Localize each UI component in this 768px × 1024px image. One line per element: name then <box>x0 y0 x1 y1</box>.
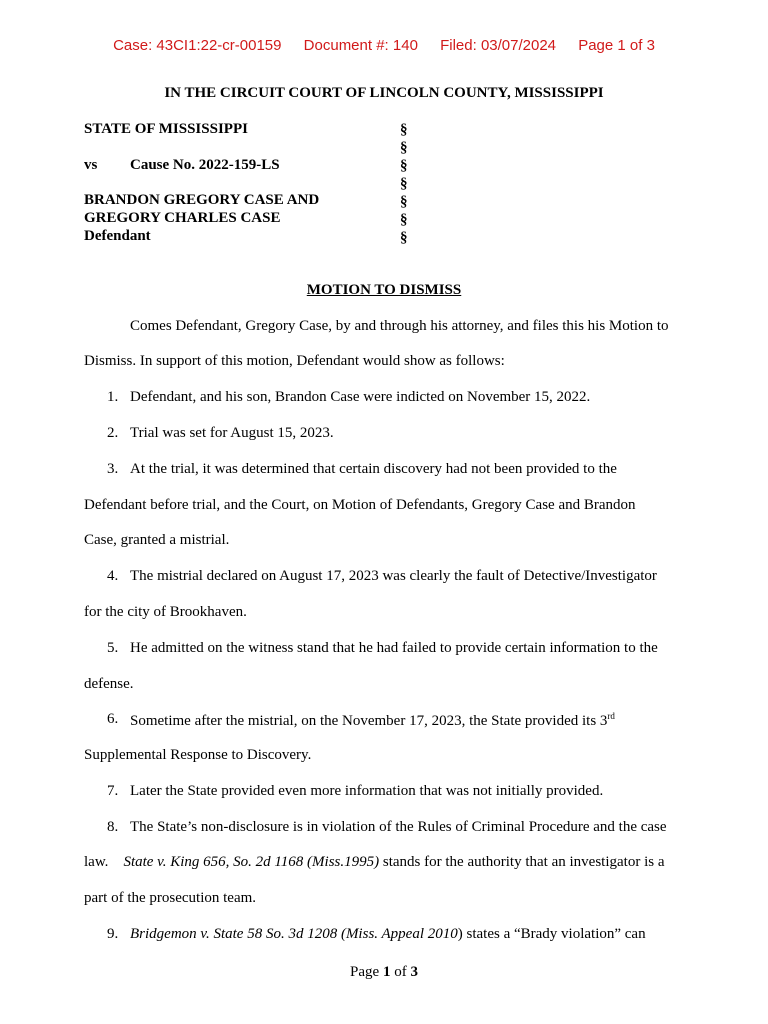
item-7-text: Later the State provided even more information that was not initially provided. <box>130 783 604 799</box>
item-8-text-b-post: stands for the authority that an investigator is a <box>379 854 665 870</box>
item-8-text-b <box>84 854 664 871</box>
defendant-label: Defendant <box>84 228 151 244</box>
item-9-text <box>130 926 646 943</box>
item-4-text-a: The mistrial declared on August 17, 2023 was clearly the fault of Detective/Investigator <box>130 568 657 584</box>
defendant-name-1: BRANDON GREGORY CASE AND <box>84 192 320 208</box>
item-8-text-c: part of the prosecution team. <box>84 890 257 906</box>
item-number: 3. <box>107 461 119 477</box>
item-number: 4. <box>107 568 119 584</box>
section-mark: § <box>400 230 408 246</box>
vs-label: vs <box>84 157 98 173</box>
section-mark: § <box>400 212 408 228</box>
header-page-count: Page 1 of 3 <box>578 37 655 54</box>
filing-header <box>0 37 768 54</box>
case-citation: Bridgemon v. State 58 So. 3d 1208 (Miss. Appeal 2010 <box>130 926 458 942</box>
item-number: 6. <box>107 711 119 727</box>
footer-page-total: 3 <box>410 964 418 980</box>
item-2-text: Trial was set for August 15, 2023. <box>130 425 334 441</box>
section-mark: § <box>400 140 408 156</box>
cause-number: Cause No. 2022-159-LS <box>130 157 280 173</box>
item-9-text-post: ) states a “Brady violation” can <box>457 926 646 942</box>
item-5-text-a: He admitted on the witness stand that he had failed to provide certain information to the <box>130 640 658 656</box>
page-footer <box>0 964 768 981</box>
document-number: Document #: 140 <box>303 37 418 54</box>
item-4-text-b: for the city of Brookhaven. <box>84 604 247 620</box>
footer-page-number: 1 <box>382 964 391 980</box>
item-3-text-c: Case, granted a mistrial. <box>84 532 230 548</box>
item-3-text-b: Defendant before trial, and the Court, on Motion of Defendants, Gregory Case and Brandon <box>84 497 636 513</box>
item-6-text-b: Supplemental Response to Discovery. <box>84 747 312 763</box>
item-6-text-a-main: Sometime after the mistrial, on the November 17, 2023, the State provided its 3 <box>130 713 608 729</box>
item-6-text-a <box>130 711 615 730</box>
section-mark: § <box>400 176 408 192</box>
intro-line-2: Dismiss. In support of this motion, Defendant would show as follows: <box>84 353 505 369</box>
defendant-name-2: GREGORY CHARLES CASE <box>84 210 281 226</box>
case-number: Case: 43CI1:22-cr-00159 <box>113 37 282 54</box>
motion-title: MOTION TO DISMISS <box>306 282 462 298</box>
item-number: 1. <box>107 389 119 405</box>
filed-date: Filed: 03/07/2024 <box>440 37 557 54</box>
footer-of-word: of <box>394 964 407 980</box>
ordinal-suffix: rd <box>607 711 615 721</box>
section-mark: § <box>400 122 408 138</box>
section-mark: § <box>400 158 408 174</box>
item-number: 8. <box>107 819 119 835</box>
item-8-text-a: The State’s non-disclosure is in violation of the Rules of Criminal Procedure and the case <box>130 819 667 835</box>
item-5-text-b: defense. <box>84 676 134 692</box>
item-number: 7. <box>107 783 119 799</box>
footer-page-word: Page <box>350 964 380 980</box>
item-8-text-b-pre: law. <box>84 854 124 870</box>
section-marks <box>400 121 408 247</box>
court-title: IN THE CIRCUIT COURT OF LINCOLN COUNTY, MISSISSIPPI <box>164 85 604 101</box>
intro-line-1: Comes Defendant, Gregory Case, by and through his attorney, and files this his Motion to <box>130 318 669 334</box>
plaintiff: STATE OF MISSISSIPPI <box>84 121 248 137</box>
item-number: 2. <box>107 425 119 441</box>
item-1-text: Defendant, and his son, Brandon Case were indicted on November 15, 2022. <box>130 389 591 405</box>
item-number: 5. <box>107 640 119 656</box>
item-3-text-a: At the trial, it was determined that certain discovery had not been provided to the <box>130 461 617 477</box>
section-mark: § <box>400 194 408 210</box>
item-number: 9. <box>107 926 119 942</box>
case-citation: State v. King 656, So. 2d 1168 (Miss.1995) <box>123 854 380 870</box>
